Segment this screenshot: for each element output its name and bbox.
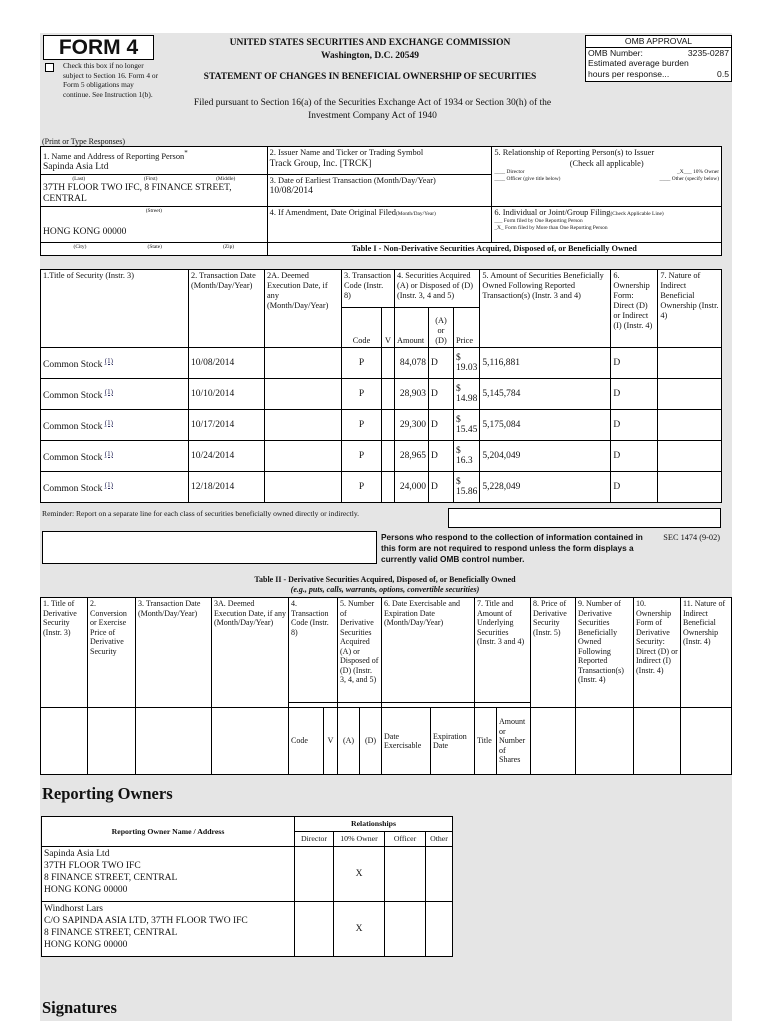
text: 1. Name and Address of Reporting Person bbox=[43, 151, 185, 161]
table-cell: 10. Ownership Form of Derivative Security: Direct (D) or Indirect (I) (Instr. 4) bbox=[634, 598, 681, 708]
table-cell bbox=[41, 348, 189, 379]
table-cell: Other bbox=[426, 832, 453, 847]
table-cell: 4. Securities Acquired (A) or Disposed of (D) (Instr. 3, 4 and 5) bbox=[395, 270, 480, 308]
city-cell bbox=[41, 206, 268, 242]
filing-cell bbox=[492, 206, 722, 242]
table-cell: (A) bbox=[338, 708, 360, 775]
text bbox=[586, 69, 731, 80]
form-title: FORM 4 bbox=[43, 35, 154, 60]
table-cell: Code bbox=[342, 308, 382, 348]
signatures-heading: Signatures bbox=[42, 998, 117, 1017]
text bbox=[43, 244, 265, 251]
text: (Zip) bbox=[223, 243, 235, 250]
table-cell: 2. Conversion or Exercise Price of Derivative Security bbox=[88, 598, 136, 708]
reporter-name: Sapinda Asia Ltd bbox=[43, 162, 109, 173]
table-cell: P bbox=[342, 410, 382, 441]
table-cell: 6. Date Exercisable and Expiration Date (Month/Day/Year) bbox=[382, 598, 475, 703]
text bbox=[494, 169, 719, 176]
text: _X___ 10% Owner bbox=[677, 169, 719, 175]
table-cell bbox=[658, 472, 722, 503]
table-cell: 5,204,049 bbox=[480, 441, 611, 472]
text: Officer (give title below) bbox=[506, 176, 561, 182]
table-cell: 29,300 bbox=[395, 410, 429, 441]
table-cell: X bbox=[334, 902, 385, 957]
text: ____ Other (specify below) bbox=[659, 176, 719, 182]
table-cell: 5. Amount of Securities Beneficially Owned Following Reported Transaction(s) (Instr. 3 and 4) bbox=[480, 270, 611, 348]
text: (State) bbox=[147, 243, 162, 250]
text: Estimated average burden bbox=[588, 58, 689, 68]
table-cell: V bbox=[382, 308, 395, 348]
table-cell: P bbox=[342, 472, 382, 503]
text: (Last) bbox=[72, 175, 86, 182]
footnote-link[interactable]: (1) bbox=[104, 356, 113, 365]
text: Common Stock bbox=[43, 453, 103, 464]
text: hours per response... bbox=[588, 68, 670, 79]
footnote-link[interactable]: (1) bbox=[104, 418, 113, 427]
print-type-note: (Print or Type Responses) bbox=[42, 137, 126, 146]
table-row bbox=[42, 847, 453, 902]
table-cell: D bbox=[611, 379, 658, 410]
table-cell: 3. Transaction Code (Instr. 8) bbox=[342, 270, 395, 308]
table-cell: (D) bbox=[360, 708, 382, 775]
text: Common Stock bbox=[43, 422, 103, 433]
text: OMB Number: bbox=[588, 47, 643, 58]
text: (e.g., puts, calls, warrants, options, convertible securities) bbox=[290, 585, 480, 594]
table-cell: D bbox=[429, 441, 454, 472]
text bbox=[494, 225, 719, 232]
table-cell: 24,000 bbox=[395, 472, 429, 503]
table-cell: 9. Number of Derivative Securities Beneficially Owned Following Reported Transaction(s) (Instr. 4) bbox=[576, 598, 634, 708]
text: * bbox=[184, 149, 188, 157]
table-cell: Expiration Date bbox=[431, 708, 475, 775]
table-cell: 11. Nature of Indirect Beneficial Ownership (Instr. 4) bbox=[681, 598, 732, 708]
table-cell: 84,078 bbox=[395, 348, 429, 379]
text: Filed pursuant to Section 16(a) of the Securities Exchange Act of 1934 or Section 30(h) of the bbox=[193, 98, 552, 108]
table-cell: 5. Number of Derivative Securities Acquired (A) or Disposed of (D) (Instr. 3, 4, and 5) bbox=[338, 598, 382, 703]
table-cell: 5,228,049 bbox=[480, 472, 611, 503]
checkbox-label: Check this box if no longer subject to Section 16. Form 4 or Form 5 obligations may continue. See Instruction 1(b). bbox=[63, 61, 159, 99]
table-row bbox=[42, 902, 453, 957]
table-cell: 3. Transaction Date (Month/Day/Year) bbox=[136, 598, 212, 708]
table-cell bbox=[385, 847, 426, 902]
text: (City) bbox=[73, 243, 87, 250]
table-cell bbox=[634, 708, 681, 775]
table-cell bbox=[658, 410, 722, 441]
table-cell: $ 14.98 bbox=[454, 379, 480, 410]
table-cell: 10% Owner bbox=[334, 832, 385, 847]
table-cell bbox=[382, 348, 395, 379]
text: HONG KONG 00000 bbox=[44, 940, 128, 950]
table-cell: 10/17/2014 bbox=[189, 410, 265, 441]
sec-number: SEC 1474 (9-02) bbox=[663, 533, 720, 542]
reporting-person-table bbox=[40, 146, 722, 256]
table-cell bbox=[42, 847, 295, 902]
table-cell: 7. Nature of Indirect Beneficial Ownership (Instr. 4) bbox=[658, 270, 722, 348]
table-cell bbox=[295, 847, 334, 902]
text: (Middle) bbox=[216, 175, 236, 182]
text: _X_ bbox=[677, 169, 687, 175]
text: Other (specify below) bbox=[671, 176, 719, 182]
table-cell bbox=[41, 472, 189, 503]
table-cell: 5,175,084 bbox=[480, 410, 611, 441]
table-cell: 12/18/2014 bbox=[189, 472, 265, 503]
table-cell bbox=[385, 902, 426, 957]
table-cell: Reporting Owner Name / Address bbox=[42, 817, 295, 847]
table-cell: 4. Transaction Code (Instr. 8) bbox=[289, 598, 338, 703]
text: Washington, D.C. 20549 bbox=[321, 51, 419, 61]
text: HONG KONG 00000 bbox=[44, 885, 128, 895]
text: 10% Owner bbox=[693, 169, 719, 175]
text: C/O SAPINDA ASIA LTD, 37TH FLOOR TWO IFC bbox=[44, 916, 248, 926]
footnote-link[interactable]: (1) bbox=[104, 449, 113, 458]
reporter-address: 37TH FLOOR TWO IFC, 8 FINANCE STREET, CENTRAL bbox=[43, 182, 232, 204]
table-cell bbox=[41, 441, 189, 472]
table-row bbox=[41, 410, 722, 441]
table-cell bbox=[265, 348, 342, 379]
amendment-cell bbox=[267, 206, 492, 242]
reporter-city: HONG KONG 00000 bbox=[43, 226, 127, 237]
table-cell: Price bbox=[454, 308, 480, 348]
table-cell bbox=[426, 902, 453, 957]
table-cell bbox=[265, 441, 342, 472]
text: Table II - Derivative Securities Acquired, Disposed of, or Beneficially Owned bbox=[254, 575, 516, 584]
filed-pursuant bbox=[150, 97, 595, 123]
table-cell: 1. Title of Derivative Security (Instr. 3) bbox=[41, 598, 88, 708]
table-cell bbox=[382, 441, 395, 472]
table-row bbox=[41, 472, 722, 503]
table-cell: Amount or Number of Shares bbox=[497, 708, 531, 775]
text bbox=[494, 176, 719, 183]
table-cell bbox=[658, 348, 722, 379]
table-row bbox=[41, 379, 722, 410]
text: 3. Date of Earliest Transaction (Month/Day/Year) bbox=[269, 175, 436, 185]
text: 8 FINANCE STREET, CENTRAL bbox=[44, 928, 178, 938]
text: 3235-0287 bbox=[687, 47, 729, 58]
table-row bbox=[41, 348, 722, 379]
issuer-name: Track Group, Inc. [TRCK] bbox=[269, 158, 372, 169]
text: 5. Relationship of Reporting Person(s) to Issuer bbox=[494, 148, 655, 157]
no-longer-subject-checkbox[interactable] bbox=[45, 63, 54, 72]
text bbox=[43, 176, 265, 183]
text: ____ Officer (give title below) bbox=[494, 176, 561, 182]
table-cell: 7. Title and Amount of Underlying Securities (Instr. 3 and 4) bbox=[475, 598, 531, 703]
text: (First) bbox=[143, 175, 158, 182]
reporting-owners-table bbox=[41, 816, 453, 957]
table-cell: D bbox=[429, 379, 454, 410]
table-row bbox=[41, 441, 722, 472]
table-cell: Date Exercisable bbox=[382, 708, 431, 775]
table-cell: 2A. Deemed Execution Date, if any (Month/Day/Year) bbox=[265, 270, 342, 348]
table-cell: D bbox=[429, 348, 454, 379]
table-cell: Title bbox=[475, 708, 497, 775]
text: Director bbox=[506, 169, 525, 175]
text: Form filed by More than One Reporting Person bbox=[505, 225, 608, 232]
text: Common Stock bbox=[43, 484, 103, 495]
table-cell: X bbox=[334, 847, 385, 902]
table-cell: V bbox=[324, 708, 338, 775]
table-cell: D bbox=[611, 472, 658, 503]
text: Windhorst Lars bbox=[44, 904, 103, 914]
text: OMB APPROVAL bbox=[586, 36, 731, 48]
table-cell: 5,145,784 bbox=[480, 379, 611, 410]
table-cell bbox=[531, 708, 576, 775]
text: 0.5 bbox=[717, 68, 729, 79]
table-cell: Amount bbox=[395, 308, 429, 348]
table-cell: D bbox=[611, 410, 658, 441]
text: Investment Company Act of 1940 bbox=[308, 111, 437, 121]
table-cell bbox=[426, 847, 453, 902]
table1-non-derivative bbox=[40, 269, 722, 503]
footnote-link[interactable]: (1) bbox=[104, 480, 113, 489]
reminder-text: Reminder: Report on a separate line for each class of securities beneficially owned directly or indirectly. bbox=[42, 509, 360, 518]
text: 6. Individual or Joint/Group Filing bbox=[494, 207, 611, 217]
table-cell bbox=[42, 902, 295, 957]
table-cell: D bbox=[429, 472, 454, 503]
table-cell bbox=[382, 410, 395, 441]
table-cell: 10/24/2014 bbox=[189, 441, 265, 472]
text bbox=[270, 208, 490, 219]
text: UNITED STATES SECURITIES AND EXCHANGE COMMISSION bbox=[229, 38, 511, 48]
table-cell: D bbox=[611, 348, 658, 379]
table-cell: 8. Price of Derivative Security (Instr. 5) bbox=[531, 598, 576, 708]
text bbox=[494, 208, 719, 219]
text: 2. Issuer Name and Ticker or Trading Symbol bbox=[269, 148, 424, 157]
footnote-link[interactable]: (1) bbox=[104, 387, 113, 396]
table-cell bbox=[41, 708, 88, 775]
text: 8 FINANCE STREET, CENTRAL bbox=[44, 873, 178, 883]
table-cell: 5,116,881 bbox=[480, 348, 611, 379]
table-cell bbox=[265, 472, 342, 503]
reporting-owners-heading: Reporting Owners bbox=[42, 784, 173, 803]
text: Sapinda Asia Ltd bbox=[44, 849, 110, 859]
table-cell: Relationships bbox=[295, 817, 453, 832]
table2-derivative bbox=[40, 597, 732, 775]
table-cell: P bbox=[342, 379, 382, 410]
table-cell: Code bbox=[289, 708, 324, 775]
table-cell: 2. Transaction Date (Month/Day/Year) bbox=[189, 270, 265, 348]
table-cell: P bbox=[342, 441, 382, 472]
text: Common Stock bbox=[43, 391, 103, 402]
earliest-date-cell bbox=[267, 174, 492, 206]
text: (Check Applicable Line) bbox=[610, 210, 664, 217]
table-cell bbox=[382, 379, 395, 410]
address-cell bbox=[41, 174, 268, 206]
table-cell: P bbox=[342, 348, 382, 379]
table-cell bbox=[681, 708, 732, 775]
text: (Check all applicable) bbox=[569, 158, 644, 168]
text: Form filed by One Reporting Person bbox=[503, 218, 583, 225]
table-cell: 28,903 bbox=[395, 379, 429, 410]
table-cell: $ 16.3 bbox=[454, 441, 480, 472]
table-cell bbox=[41, 410, 189, 441]
table-cell bbox=[658, 379, 722, 410]
table-cell bbox=[658, 441, 722, 472]
table-cell: 10/10/2014 bbox=[189, 379, 265, 410]
table-cell: (A) or (D) bbox=[429, 308, 454, 348]
statement-heading: STATEMENT OF CHANGES IN BENEFICIAL OWNERSHIP OF SECURITIES bbox=[203, 72, 537, 82]
table-cell bbox=[212, 708, 289, 775]
table-cell: D bbox=[611, 441, 658, 472]
table-cell: 28,965 bbox=[395, 441, 429, 472]
text: ___ Form filed by One Reporting Person bbox=[494, 218, 583, 225]
table-cell: 6. Ownership Form: Direct (D) or Indirect (I) (Instr. 4) bbox=[611, 270, 658, 348]
table-cell bbox=[136, 708, 212, 775]
text: Common Stock bbox=[43, 360, 103, 371]
text: 4. If Amendment, Date Original Filed bbox=[269, 207, 396, 217]
table-cell: D bbox=[429, 410, 454, 441]
agency-heading bbox=[170, 37, 570, 63]
table1-title: Table I - Non-Derivative Securities Acquired, Disposed of, or Beneficially Owned bbox=[267, 242, 721, 256]
earliest-date: 10/08/2014 bbox=[269, 186, 313, 197]
text bbox=[586, 48, 731, 59]
text: 37TH FLOOR TWO IFC bbox=[44, 861, 141, 871]
persons-notice: Persons who respond to the collection of information contained in this form are not required to respond unless the form displays a currently valid OMB control number. bbox=[381, 532, 643, 564]
table-cell: 3A. Deemed Execution Date, if any (Month/Day/Year) bbox=[212, 598, 289, 708]
text: _X_ bbox=[494, 225, 504, 232]
reminder-box-2 bbox=[42, 531, 377, 564]
table-cell bbox=[576, 708, 634, 775]
city-sub-labels bbox=[41, 242, 268, 256]
table-cell: $ 15.45 bbox=[454, 410, 480, 441]
table-cell bbox=[41, 379, 189, 410]
table-cell bbox=[382, 472, 395, 503]
table-cell: Officer bbox=[385, 832, 426, 847]
relationship-cell bbox=[492, 147, 722, 207]
table-cell: 1.Title of Security (Instr. 3) bbox=[41, 270, 189, 348]
table-cell bbox=[265, 379, 342, 410]
table-cell: $ 15.86 bbox=[454, 472, 480, 503]
reminder-box bbox=[448, 508, 721, 528]
issuer-cell bbox=[267, 147, 492, 175]
omb-approval-box bbox=[585, 35, 732, 82]
table-cell bbox=[265, 410, 342, 441]
table-cell: Director bbox=[295, 832, 334, 847]
table-cell: $ 19.03 bbox=[454, 348, 480, 379]
text: (Month/Day/Year) bbox=[395, 210, 436, 217]
table-cell: 10/08/2014 bbox=[189, 348, 265, 379]
name-cell bbox=[41, 147, 268, 175]
text bbox=[586, 58, 731, 69]
text: ____ Director bbox=[494, 169, 525, 175]
table-cell bbox=[88, 708, 136, 775]
table-cell bbox=[295, 902, 334, 957]
text bbox=[43, 148, 265, 162]
text: (Street) bbox=[145, 207, 162, 214]
table2-title bbox=[150, 575, 620, 595]
